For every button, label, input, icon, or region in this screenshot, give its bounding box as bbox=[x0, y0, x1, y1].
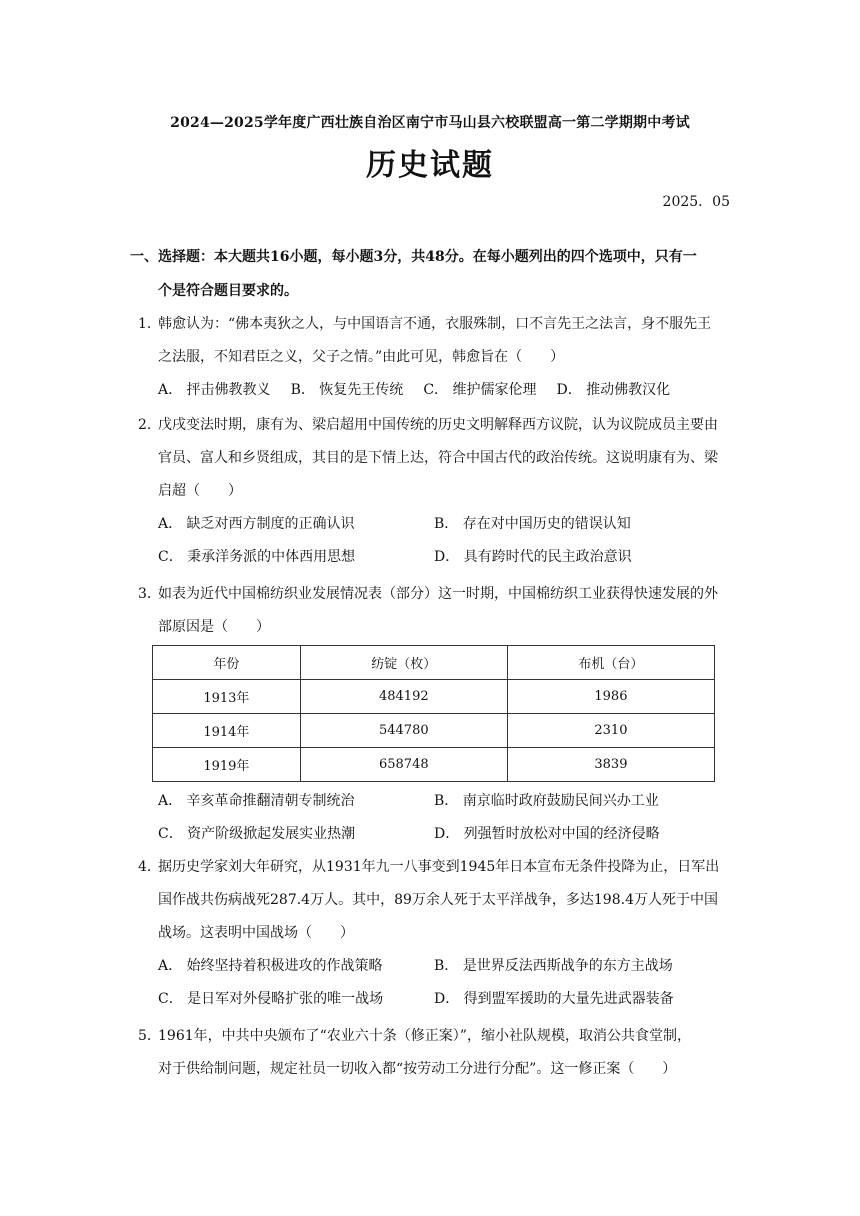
exam-date: 2025．05 bbox=[662, 194, 730, 210]
question-number: 2． bbox=[138, 417, 161, 433]
question-line: 韩愈认为：“佛本夷狄之人，与中国语言不通，衣服殊制，口不言先王之法言，身不服先王 bbox=[158, 316, 712, 332]
section-heading bbox=[130, 240, 730, 308]
table-cell: 544780 bbox=[300, 714, 507, 748]
option-a[interactable]: A． 始终坚持着积极进攻的作战策略 bbox=[158, 958, 383, 974]
question-line: 如表为近代中国棉纺织业发展情况表（部分）这一时期，中国棉纺织工业获得快速发展的外 bbox=[158, 586, 718, 602]
table-cell: 3839 bbox=[507, 748, 714, 782]
question-3-options bbox=[130, 785, 732, 851]
question-line: 官员、富人和乡贤组成，其目的是下情上达，符合中国古代的政治传统。这说明康有为、梁 bbox=[158, 450, 718, 466]
option-d[interactable]: D． 具有跨时代的民主政治意识 bbox=[434, 549, 632, 565]
question-3 bbox=[130, 578, 732, 644]
table-row bbox=[153, 714, 715, 748]
table-cell: 484192 bbox=[300, 680, 507, 714]
table-row bbox=[153, 680, 715, 714]
table-cell: 1919年 bbox=[153, 748, 301, 782]
question-line: 据历史学家刘大年研究，从1931年九一八事变到1945年日本宣布无条件投降为止，日军出 bbox=[158, 859, 720, 875]
question-5 bbox=[130, 1020, 732, 1086]
question-options bbox=[130, 374, 732, 407]
table-cell: 2310 bbox=[507, 714, 714, 748]
cotton-industry-table bbox=[152, 645, 715, 782]
table-header-cell: 年份 bbox=[153, 646, 301, 680]
question-line: 戊戌变法时期，康有为、梁启超用中国传统的历史文明解释西方议院，认为议院成员主要由 bbox=[158, 417, 718, 433]
question-number: 5． bbox=[138, 1028, 161, 1044]
question-line: 启超（ ） bbox=[158, 483, 242, 499]
question-2 bbox=[130, 409, 732, 574]
option-b[interactable]: B． 南京临时政府鼓励民间兴办工业 bbox=[434, 793, 659, 809]
table-header-cell: 布机（台） bbox=[507, 646, 714, 680]
question-number: 1． bbox=[138, 316, 161, 332]
section-heading-line: 一、选择题：本大题共16小题，每小题3分，共48分。在每小题列出的四个选项中，只有一 bbox=[130, 249, 697, 265]
table-row bbox=[153, 748, 715, 782]
question-line: 部原因是（ ） bbox=[158, 619, 270, 635]
question-options bbox=[130, 785, 732, 851]
option-a[interactable]: A． 抨击佛教教义 bbox=[158, 382, 271, 398]
question-line: 国作战共伤病战死287.4万人。其中，89万余人死于太平洋战争，多达198.4万人死于中国 bbox=[158, 892, 718, 908]
question-4 bbox=[130, 851, 732, 1016]
option-c[interactable]: C． 维护儒家伦理 bbox=[423, 382, 537, 398]
option-c[interactable]: C． 秉承洋务派的中体西用思想 bbox=[158, 549, 356, 565]
table-header-cell: 纺锭（枚） bbox=[300, 646, 507, 680]
option-c[interactable]: C． 是日军对外侵略扩张的唯一战场 bbox=[158, 991, 384, 1007]
question-number: 4． bbox=[138, 859, 161, 875]
question-1 bbox=[130, 308, 732, 407]
option-d[interactable]: D． 列强暂时放松对中国的经济侵略 bbox=[434, 826, 660, 842]
question-options bbox=[130, 950, 732, 1016]
question-options bbox=[130, 508, 732, 574]
option-d[interactable]: D． 推动佛教汉化 bbox=[556, 382, 671, 398]
option-a[interactable]: A． 辛亥革命推翻清朝专制统治 bbox=[158, 793, 355, 809]
question-number: 3． bbox=[138, 586, 161, 602]
option-b[interactable]: B． 存在对中国历史的错误认知 bbox=[434, 516, 631, 532]
table-cell: 1914年 bbox=[153, 714, 301, 748]
exam-title: 历史试题 bbox=[366, 148, 494, 183]
option-b[interactable]: B． 恢复先王传统 bbox=[290, 382, 404, 398]
question-line: 战场。这表明中国战场（ ） bbox=[158, 925, 354, 941]
option-d[interactable]: D． 得到盟军援助的大量先进武器装备 bbox=[434, 991, 674, 1007]
section-heading-line: 个是符合题目要求的。 bbox=[158, 283, 298, 299]
question-line: 1961年，中共中央颁布了“农业六十条（修正案）”，缩小社队规模，取消公共食堂制， bbox=[158, 1028, 691, 1044]
table-cell: 658748 bbox=[300, 748, 507, 782]
exam-subtitle: 2024—2025学年度广西壮族自治区南宁市马山县六校联盟高一第二学期期中考试 bbox=[170, 115, 690, 131]
table-header-row bbox=[153, 646, 715, 680]
question-line: 对于供给制问题，规定社员一切收入都“按劳动工分进行分配”。这一修正案（ ） bbox=[158, 1061, 677, 1077]
question-line: 之法服，不知君臣之义，父子之情。”由此可见，韩愈旨在（ ） bbox=[158, 349, 565, 365]
table-cell: 1913年 bbox=[153, 680, 301, 714]
option-b[interactable]: B． 是世界反法西斯战争的东方主战场 bbox=[434, 958, 673, 974]
option-a[interactable]: A． 缺乏对西方制度的正确认识 bbox=[158, 516, 355, 532]
table-cell: 1986 bbox=[507, 680, 714, 714]
option-c[interactable]: C． 资产阶级掀起发展实业热潮 bbox=[158, 826, 356, 842]
